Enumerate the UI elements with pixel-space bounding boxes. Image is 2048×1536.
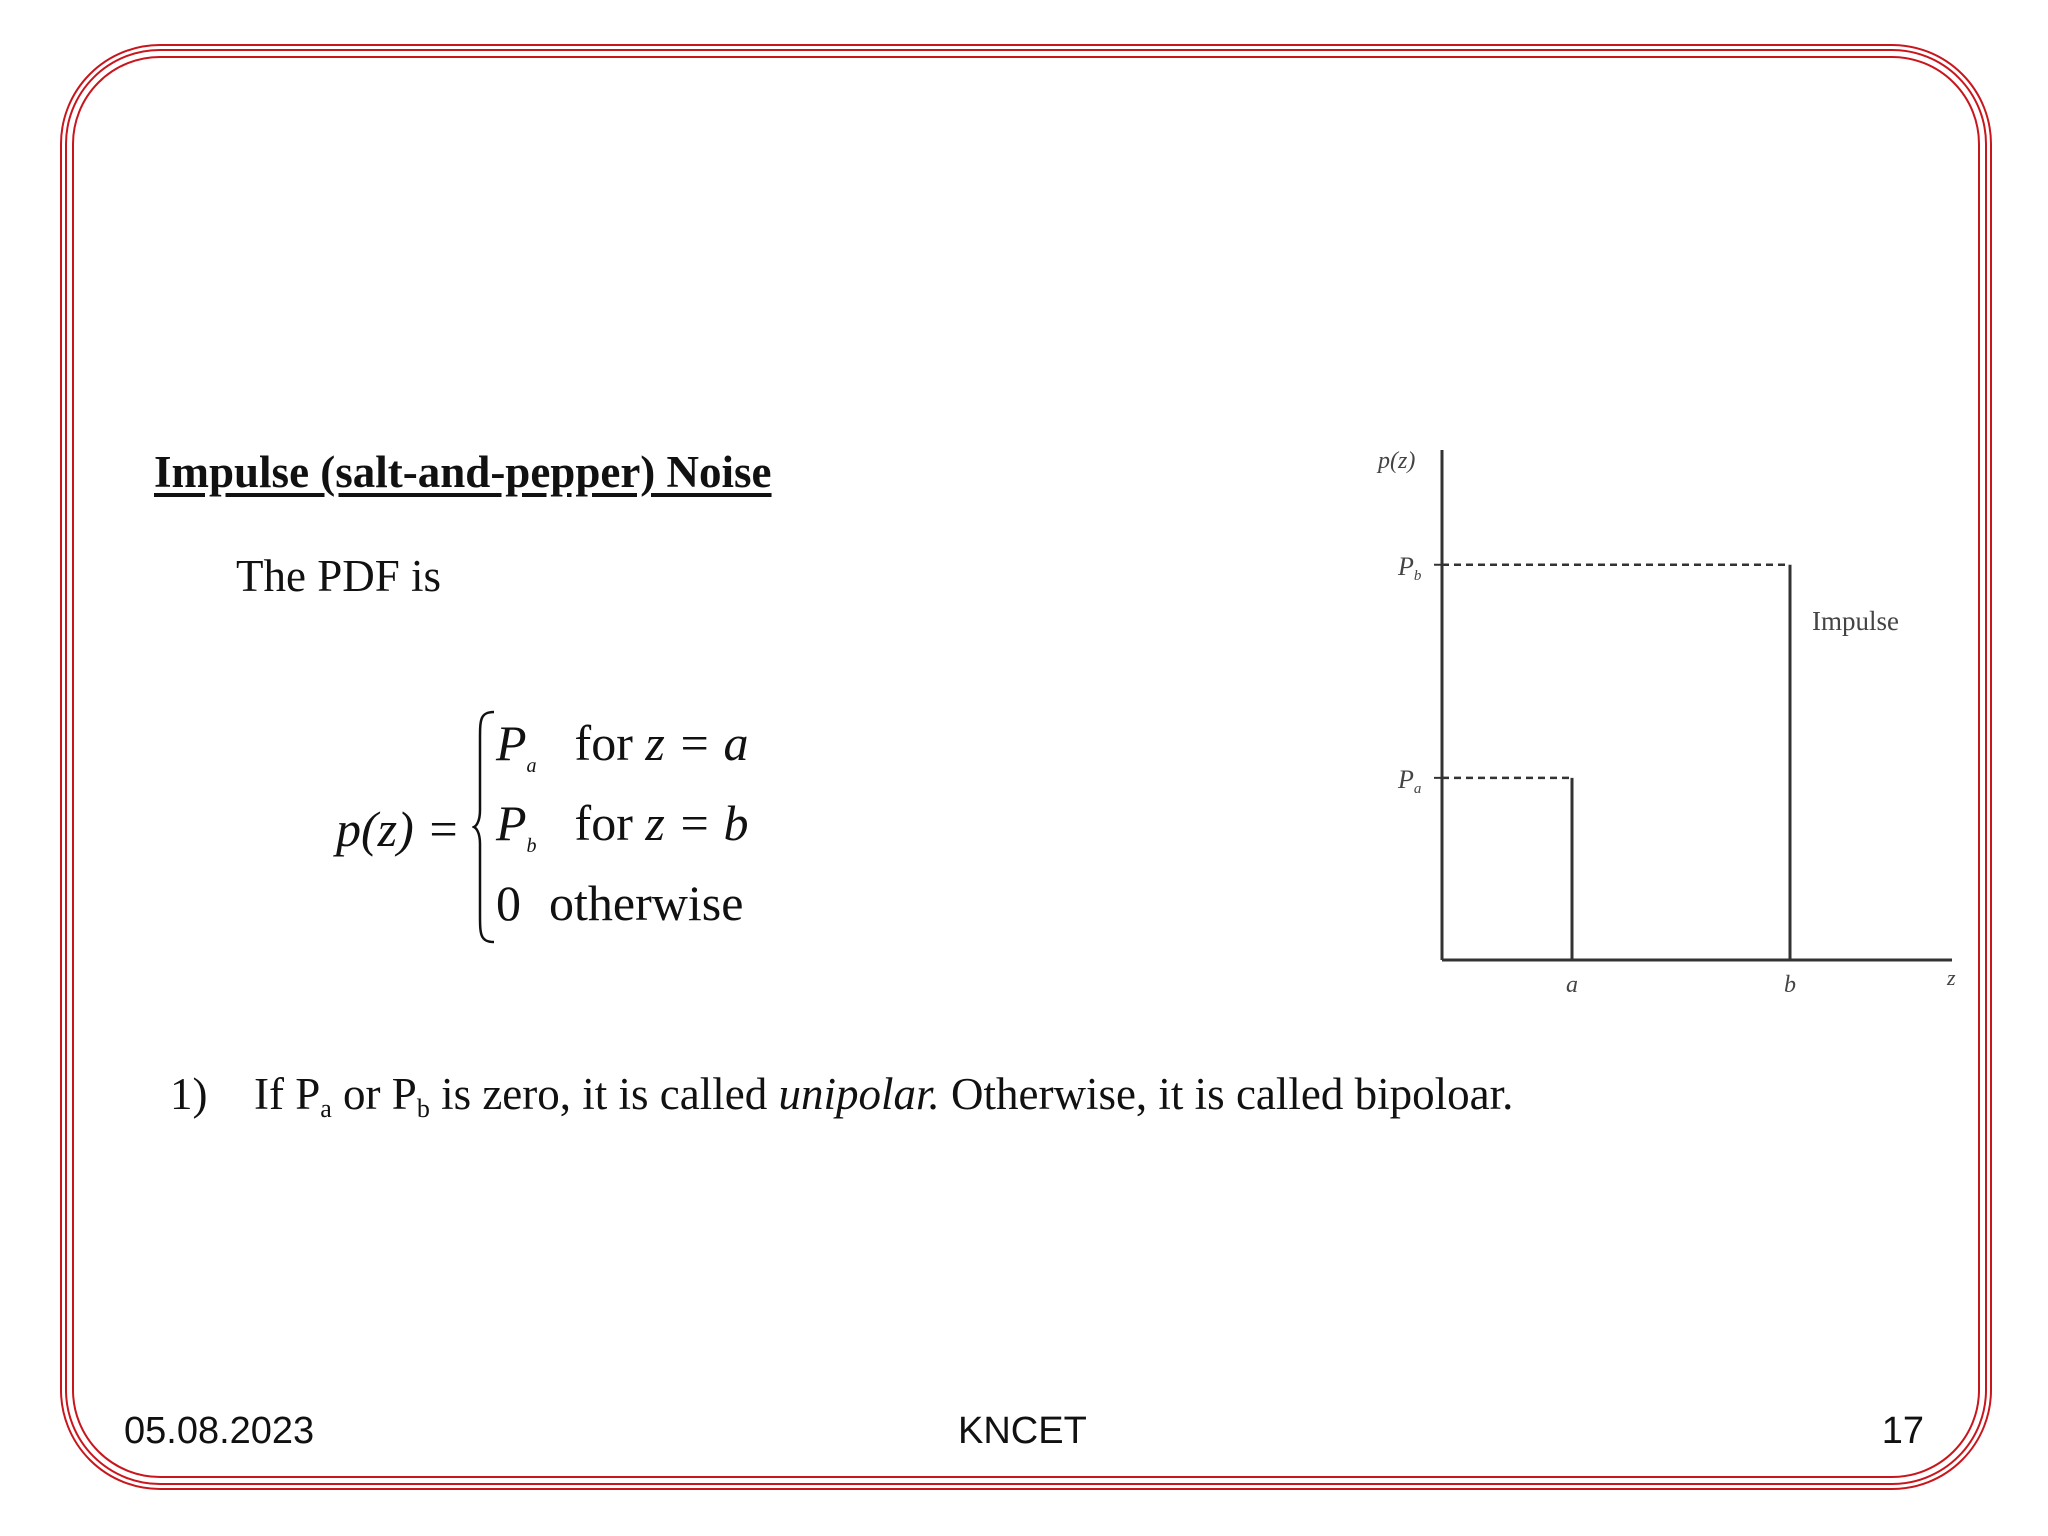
formula-case-otherwise — [496, 874, 743, 932]
case-otherwise-label: otherwise — [549, 875, 744, 931]
case-b-condition: z = b — [645, 795, 749, 851]
note-prefix: If P — [254, 1069, 321, 1119]
x-axis-label: z — [1947, 965, 1956, 990]
formula-lhs — [336, 800, 460, 858]
note-mid-2: is zero, it is called — [429, 1069, 779, 1119]
y-axis-label: p(z) — [1378, 448, 1416, 474]
case-b-subscript: b — [526, 835, 537, 857]
case-a-for: for — [574, 715, 633, 771]
footer-organization: KNCET — [958, 1410, 1087, 1452]
y-tick-label-a: Pa — [1398, 764, 1422, 797]
note-emphasis: unipolar. — [778, 1069, 940, 1119]
impulse-annotation: Impulse — [1812, 606, 1899, 636]
case-a-subscript: a — [526, 755, 537, 777]
footer-date: 05.08.2023 — [124, 1410, 315, 1452]
note-sub-b: b — [416, 1094, 430, 1123]
formula-case-b — [496, 794, 749, 857]
x-tick-label-b: b — [1784, 972, 1796, 998]
unipolar-note — [170, 1068, 1513, 1124]
case-a-symbol: P — [496, 715, 527, 771]
y-tick-label-b: Pb — [1398, 551, 1422, 584]
x-tick-label-a: a — [1566, 972, 1578, 998]
intro-text: The PDF is — [236, 551, 442, 601]
left-brace-icon — [472, 710, 496, 944]
case-otherwise-value: 0 — [496, 875, 521, 931]
page-number: 17 — [1881, 1410, 1924, 1452]
formula-lhs-text: p(z) = — [336, 801, 460, 857]
impulse-pdf-chart — [1372, 440, 1964, 1006]
slide-title: Impulse (salt-and-pepper) Noise — [154, 447, 772, 497]
note-sub-a: a — [320, 1094, 332, 1123]
case-b-for: for — [574, 795, 633, 851]
note-mid-1: or P — [331, 1069, 417, 1119]
formula-case-a — [496, 714, 749, 777]
case-a-condition: z = a — [645, 715, 749, 771]
note-number: 1) — [170, 1069, 208, 1119]
case-b-symbol: P — [496, 795, 527, 851]
note-suffix: Otherwise, it is called bipoloar. — [939, 1069, 1514, 1119]
pdf-formula — [336, 702, 766, 952]
